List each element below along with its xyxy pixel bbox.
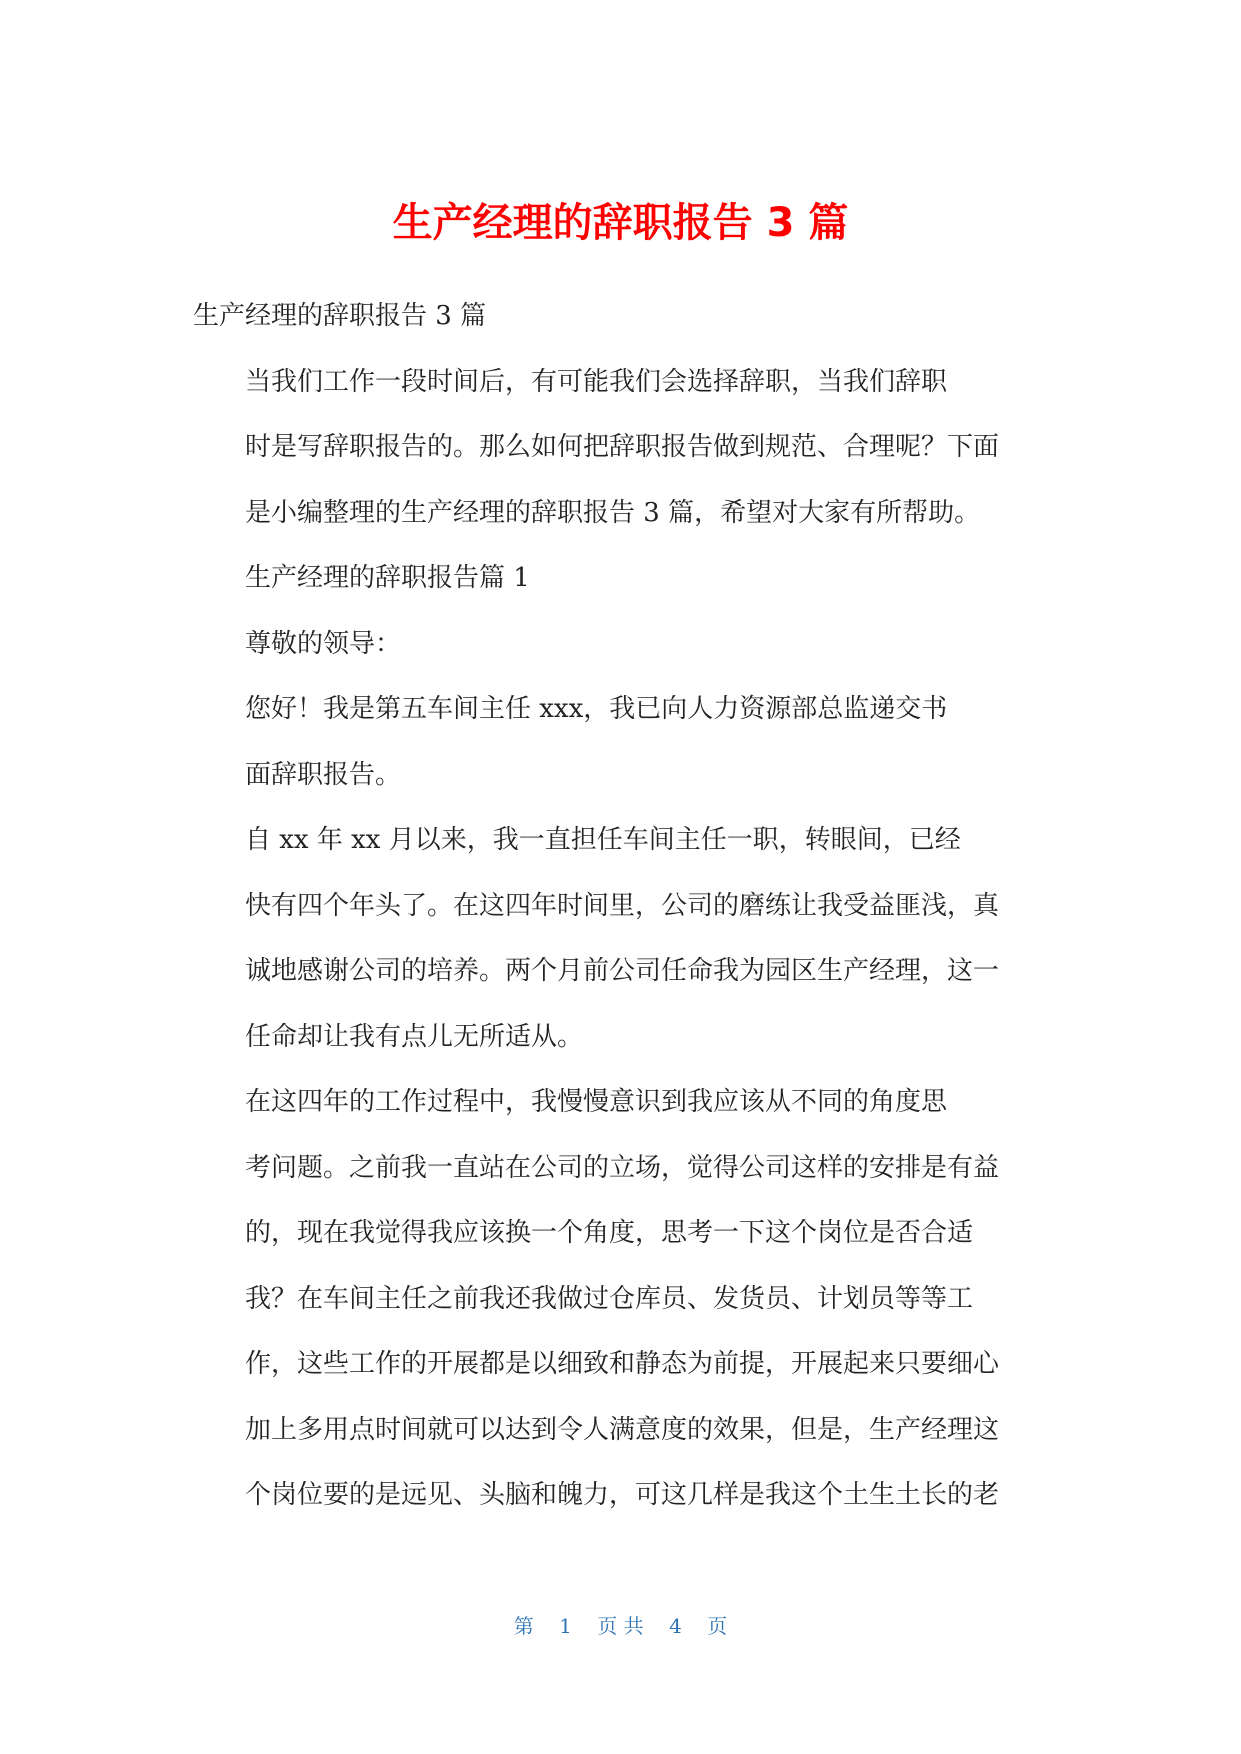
text-line: 生产经理的辞职报告 3 篇 xyxy=(193,301,487,331)
text-line: 尊敬的领导： xyxy=(245,628,402,659)
page-label-mid: 页 共 xyxy=(597,1614,644,1638)
paragraph-greeting xyxy=(193,677,1038,808)
salutation xyxy=(193,612,1038,678)
text-line: 考问题。之前我一直站在公司的立场，觉得公司这样的安排是有益 xyxy=(245,1152,1000,1183)
page-footer xyxy=(0,1610,1241,1639)
document-title: 生产经理的辞职报告 3 篇 xyxy=(392,200,849,246)
section-heading xyxy=(193,546,1038,612)
text-line: 您好！我是第五车间主任 xxx，我已向人力资源部总监递交书 xyxy=(245,694,948,724)
text-line: 的，现在我觉得我应该换一个角度，思考一下这个岗位是否合适 xyxy=(245,1218,974,1248)
text-line: 面辞职报告。 xyxy=(245,759,402,790)
text-line: 自 xx 年 xx 月以来，我一直担任车间主任一职，转眼间，已经 xyxy=(245,825,961,855)
text-line: 快有四个年头了。在这四年时间里，公司的磨练让我受益匪浅，真 xyxy=(245,890,1000,921)
text-line: 个岗位要的是远见、头脑和魄力，可这几样是我这个土生土长的老 xyxy=(245,1480,1000,1510)
text-line: 任命却让我有点儿无所适从。 xyxy=(245,1021,584,1052)
text-line: 当我们工作一段时间后，有可能我们会选择辞职，当我们辞职 xyxy=(245,366,948,397)
text-line: 加上多用点时间就可以达到令人满意度的效果，但是，生产经理这 xyxy=(245,1414,1000,1445)
paragraph-history xyxy=(193,808,1038,1070)
text-line: 诚地感谢公司的培养。两个月前公司任命我为园区生产经理，这一 xyxy=(245,956,1000,986)
page-label-suffix: 页 xyxy=(707,1614,728,1638)
text-line: 在这四年的工作过程中，我慢慢意识到我应该从不同的角度思 xyxy=(245,1087,948,1117)
text-line: 是小编整理的生产经理的辞职报告 3 篇，希望对大家有所帮助。 xyxy=(245,497,981,528)
text-line: 作，这些工作的开展都是以细致和静态为前提，开展起来只要细心 xyxy=(245,1349,1000,1379)
current-page-number: 1 xyxy=(559,1614,572,1638)
document-body xyxy=(193,284,1038,1529)
text-line: 我？在车间主任之前我还我做过仓库员、发货员、计划员等等工 xyxy=(245,1283,974,1314)
text-line: 生产经理的辞职报告篇 1 xyxy=(245,563,530,593)
paragraph-subtitle xyxy=(193,284,1038,350)
paragraph-intro xyxy=(193,350,1038,547)
paragraph-reflection xyxy=(193,1070,1038,1529)
page-label-prefix: 第 xyxy=(513,1614,534,1638)
total-pages-number: 4 xyxy=(669,1614,682,1638)
text-line: 时是写辞职报告的。那么如何把辞职报告做到规范、合理呢？下面 xyxy=(245,432,1000,462)
